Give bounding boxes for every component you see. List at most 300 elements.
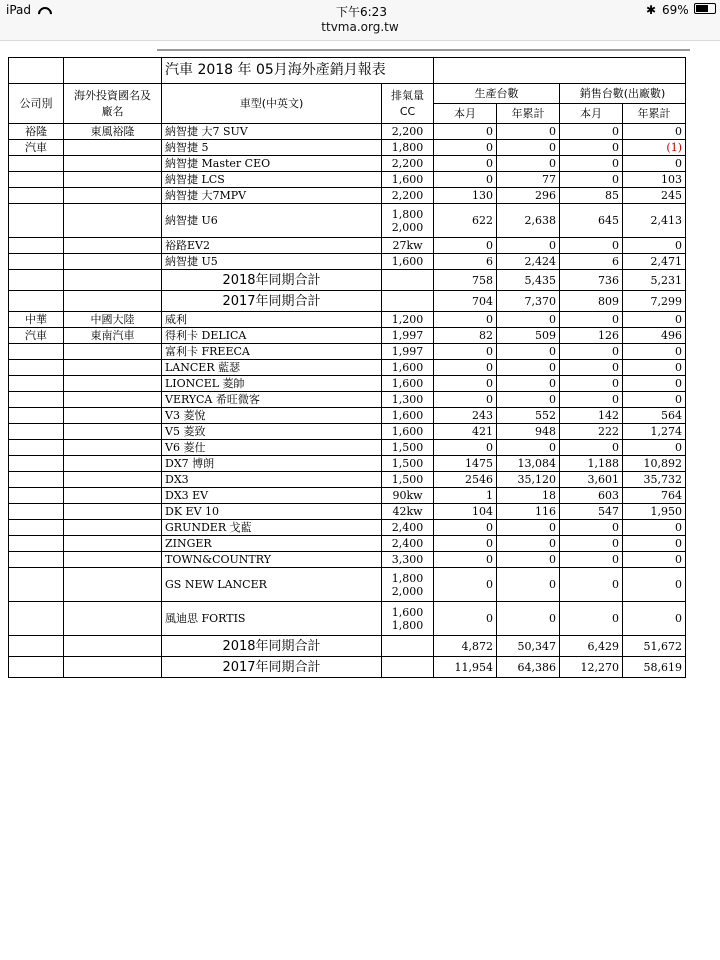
displacement-value-alt: 1,800 — [391, 618, 424, 632]
table-row — [9, 392, 686, 408]
production-month-cell: 0 — [434, 312, 497, 328]
sales-ytd-cell: 51,672 — [623, 636, 686, 657]
blank-cell — [382, 270, 434, 291]
displacement-value-alt: 2,000 — [391, 220, 424, 234]
table-row — [9, 504, 686, 520]
sales-month-cell: 547 — [560, 504, 623, 520]
production-ytd-cell: 7,370 — [497, 291, 560, 312]
sales-month-cell: 12,270 — [560, 657, 623, 678]
model-cell: DX3 EV — [162, 488, 382, 504]
header-investment-line1: 海外投資國名及 — [74, 88, 151, 102]
subtotal-row — [9, 291, 686, 312]
table-row — [9, 124, 686, 140]
production-ytd-cell: 509 — [497, 328, 560, 344]
plant-cell — [64, 440, 162, 456]
sales-ytd-cell: 564 — [623, 408, 686, 424]
header-displacement — [382, 84, 434, 124]
sales-month-cell: 0 — [560, 140, 623, 156]
subtotal-row — [9, 657, 686, 678]
table-row — [9, 344, 686, 360]
table-row — [9, 472, 686, 488]
sales-month-cell: 222 — [560, 424, 623, 440]
production-month-cell: 0 — [434, 440, 497, 456]
sales-month-cell: 0 — [560, 172, 623, 188]
battery-percent: 69% — [662, 3, 689, 17]
production-month-cell: 704 — [434, 291, 497, 312]
sales-ytd-cell: 0 — [623, 376, 686, 392]
displacement-cell — [382, 204, 434, 238]
sales-ytd-cell: 0 — [623, 568, 686, 602]
displacement-cell: 90kw — [382, 488, 434, 504]
plant-cell — [64, 172, 162, 188]
production-ytd-cell: 50,347 — [497, 636, 560, 657]
plant-cell: 中國大陸 — [64, 312, 162, 328]
device-name: iPad — [6, 3, 32, 17]
sales-ytd-cell: 2,471 — [623, 254, 686, 270]
production-ytd-cell: 0 — [497, 602, 560, 636]
model-cell: LANCER 藍瑟 — [162, 360, 382, 376]
production-month-cell: 243 — [434, 408, 497, 424]
model-cell: 納智捷 大7 SUV — [162, 124, 382, 140]
displacement-cell: 1,300 — [382, 392, 434, 408]
sales-ytd-cell: 0 — [623, 602, 686, 636]
status-bar — [0, 0, 720, 20]
displacement-cell: 1,800 — [382, 140, 434, 156]
production-month-cell: 4,872 — [434, 636, 497, 657]
table-row — [9, 360, 686, 376]
table-row — [9, 424, 686, 440]
table-row — [9, 188, 686, 204]
company-cell — [9, 254, 64, 270]
production-ytd-cell: 77 — [497, 172, 560, 188]
production-ytd-cell: 0 — [497, 360, 560, 376]
plant-cell — [64, 568, 162, 602]
displacement-cell: 2,400 — [382, 520, 434, 536]
plant-cell — [64, 488, 162, 504]
sales-ytd-cell: 764 — [623, 488, 686, 504]
model-cell: 富利卡 FREECA — [162, 344, 382, 360]
plant-cell — [64, 376, 162, 392]
plant-cell — [64, 238, 162, 254]
blank-cell — [9, 291, 64, 312]
sales-month-cell: 736 — [560, 270, 623, 291]
url-text: ttvma.org.tw — [321, 20, 399, 34]
sales-ytd-cell: 2,413 — [623, 204, 686, 238]
header-displacement-line1: 排氣量 — [391, 88, 424, 102]
subtotal-label: 2017年同期合計 — [162, 291, 382, 312]
sales-month-cell: 0 — [560, 392, 623, 408]
blank-cell — [64, 636, 162, 657]
blank-cell — [64, 291, 162, 312]
displacement-cell: 1,500 — [382, 456, 434, 472]
blank-cell — [434, 58, 686, 84]
sales-month-cell: 809 — [560, 291, 623, 312]
sales-ytd-cell: 0 — [623, 360, 686, 376]
production-month-cell: 0 — [434, 568, 497, 602]
production-ytd-cell: 0 — [497, 124, 560, 140]
displacement-cell: 1,997 — [382, 344, 434, 360]
header-investment-line2: 廠名 — [101, 104, 124, 118]
company-cell — [9, 472, 64, 488]
company-cell — [9, 392, 64, 408]
company-cell: 裕隆 — [9, 124, 64, 140]
company-cell — [9, 568, 64, 602]
header-sales: 銷售台數(出廠數) — [560, 84, 686, 104]
sales-ytd-cell: 0 — [623, 124, 686, 140]
production-ytd-cell: 0 — [497, 344, 560, 360]
table-row — [9, 408, 686, 424]
model-cell: V6 菱仕 — [162, 440, 382, 456]
sales-month-cell: 0 — [560, 440, 623, 456]
model-cell: 納智捷 U5 — [162, 254, 382, 270]
plant-cell: 東南汽車 — [64, 328, 162, 344]
production-ytd-cell: 0 — [497, 392, 560, 408]
company-cell: 汽車 — [9, 328, 64, 344]
model-cell: V3 菱悅 — [162, 408, 382, 424]
company-cell — [9, 456, 64, 472]
blank-cell — [382, 657, 434, 678]
company-cell — [9, 172, 64, 188]
subtotal-label: 2017年同期合計 — [162, 657, 382, 678]
production-month-cell: 104 — [434, 504, 497, 520]
sales-report-table — [8, 57, 686, 678]
table-row — [9, 172, 686, 188]
battery-icon — [694, 3, 716, 14]
plant-cell — [64, 360, 162, 376]
sales-month-cell: 603 — [560, 488, 623, 504]
production-month-cell: 2546 — [434, 472, 497, 488]
production-month-cell: 0 — [434, 344, 497, 360]
model-cell: VERYCA 希旺微客 — [162, 392, 382, 408]
company-cell — [9, 440, 64, 456]
model-cell: 裕路EV2 — [162, 238, 382, 254]
company-cell — [9, 408, 64, 424]
displacement-cell: 1,600 — [382, 376, 434, 392]
displacement-cell: 1,600 — [382, 254, 434, 270]
plant-cell — [64, 140, 162, 156]
plant-cell — [64, 392, 162, 408]
company-cell: 汽車 — [9, 140, 64, 156]
sales-ytd-cell: 103 — [623, 172, 686, 188]
blank-cell — [9, 657, 64, 678]
plant-cell — [64, 344, 162, 360]
production-month-cell: 421 — [434, 424, 497, 440]
production-ytd-cell: 2,424 — [497, 254, 560, 270]
sales-ytd-cell: (1) — [623, 140, 686, 156]
production-month-cell: 0 — [434, 360, 497, 376]
sales-month-cell: 0 — [560, 124, 623, 140]
sales-ytd-cell: 245 — [623, 188, 686, 204]
production-month-cell: 1 — [434, 488, 497, 504]
table-row — [9, 238, 686, 254]
plant-cell — [64, 602, 162, 636]
company-cell — [9, 602, 64, 636]
table-row — [9, 488, 686, 504]
plant-cell — [64, 536, 162, 552]
production-month-cell: 0 — [434, 602, 497, 636]
production-ytd-cell: 0 — [497, 238, 560, 254]
sales-ytd-cell: 0 — [623, 156, 686, 172]
displacement-value: 1,800 — [391, 571, 424, 585]
production-month-cell: 82 — [434, 328, 497, 344]
model-cell: 納智捷 Master CEO — [162, 156, 382, 172]
sales-ytd-cell: 35,732 — [623, 472, 686, 488]
header-company: 公司別 — [9, 84, 64, 124]
production-month-cell: 0 — [434, 156, 497, 172]
header-displacement-line2: CC — [399, 104, 416, 118]
header-production: 生產台數 — [434, 84, 560, 104]
sales-month-cell: 0 — [560, 238, 623, 254]
sales-ytd-cell: 0 — [623, 344, 686, 360]
bluetooth-icon: ✱ — [646, 3, 657, 17]
sales-month-cell: 6,429 — [560, 636, 623, 657]
production-ytd-cell: 0 — [497, 140, 560, 156]
blank-cell — [9, 58, 64, 84]
production-month-cell: 0 — [434, 536, 497, 552]
header-sales-ytd: 年累計 — [623, 104, 686, 124]
production-ytd-cell: 18 — [497, 488, 560, 504]
production-ytd-cell: 0 — [497, 568, 560, 602]
sales-ytd-cell: 0 — [623, 312, 686, 328]
production-month-cell: 11,954 — [434, 657, 497, 678]
plant-cell — [64, 156, 162, 172]
sales-month-cell: 6 — [560, 254, 623, 270]
sales-month-cell: 0 — [560, 568, 623, 602]
displacement-cell: 3,300 — [382, 552, 434, 568]
production-ytd-cell: 13,084 — [497, 456, 560, 472]
displacement-cell: 1,600 — [382, 408, 434, 424]
plant-cell — [64, 472, 162, 488]
production-month-cell: 0 — [434, 124, 497, 140]
header-investment — [64, 84, 162, 124]
header-sales-month: 本月 — [560, 104, 623, 124]
blank-cell — [64, 58, 162, 84]
production-month-cell: 758 — [434, 270, 497, 291]
sales-month-cell: 0 — [560, 602, 623, 636]
displacement-cell: 1,997 — [382, 328, 434, 344]
production-month-cell: 6 — [434, 254, 497, 270]
table-row — [9, 204, 686, 238]
production-ytd-cell: 0 — [497, 440, 560, 456]
header-model: 車型(中英文) — [162, 84, 382, 124]
report-title: 汽車 2018 年 05月海外產銷月報表 — [162, 58, 434, 84]
model-cell: TOWN&COUNTRY — [162, 552, 382, 568]
production-ytd-cell: 0 — [497, 312, 560, 328]
company-cell: 中華 — [9, 312, 64, 328]
table-row — [9, 376, 686, 392]
production-month-cell: 0 — [434, 172, 497, 188]
company-cell — [9, 360, 64, 376]
table-row — [9, 520, 686, 536]
company-cell — [9, 344, 64, 360]
sales-ytd-cell: 496 — [623, 328, 686, 344]
company-cell — [9, 156, 64, 172]
table-row — [9, 156, 686, 172]
model-cell: DK EV 10 — [162, 504, 382, 520]
displacement-cell: 2,200 — [382, 124, 434, 140]
plant-cell — [64, 254, 162, 270]
subtotal-label: 2018年同期合計 — [162, 270, 382, 291]
blank-cell — [382, 291, 434, 312]
displacement-cell: 27kw — [382, 238, 434, 254]
clock: 下午6:23 — [336, 5, 387, 19]
production-month-cell: 622 — [434, 204, 497, 238]
model-cell: 納智捷 U6 — [162, 204, 382, 238]
sales-ytd-cell: 58,619 — [623, 657, 686, 678]
displacement-cell: 2,200 — [382, 188, 434, 204]
production-month-cell: 1475 — [434, 456, 497, 472]
table-row — [9, 440, 686, 456]
sales-ytd-cell: 0 — [623, 238, 686, 254]
table-row — [9, 536, 686, 552]
displacement-cell: 1,600 — [382, 172, 434, 188]
production-ytd-cell: 0 — [497, 520, 560, 536]
production-ytd-cell: 2,638 — [497, 204, 560, 238]
blank-cell — [64, 657, 162, 678]
production-ytd-cell: 35,120 — [497, 472, 560, 488]
sales-month-cell: 0 — [560, 520, 623, 536]
plant-cell — [64, 552, 162, 568]
company-cell — [9, 552, 64, 568]
table-row — [9, 602, 686, 636]
sales-ytd-cell: 0 — [623, 536, 686, 552]
production-month-cell: 0 — [434, 376, 497, 392]
company-cell — [9, 238, 64, 254]
production-ytd-cell: 0 — [497, 376, 560, 392]
production-month-cell: 0 — [434, 552, 497, 568]
plant-cell — [64, 408, 162, 424]
company-cell — [9, 536, 64, 552]
production-ytd-cell: 296 — [497, 188, 560, 204]
model-cell: DX3 — [162, 472, 382, 488]
production-month-cell: 0 — [434, 520, 497, 536]
model-cell: 納智捷 5 — [162, 140, 382, 156]
sales-month-cell: 126 — [560, 328, 623, 344]
model-cell: 納智捷 LCS — [162, 172, 382, 188]
table-row — [9, 254, 686, 270]
production-month-cell: 0 — [434, 238, 497, 254]
divider-line — [157, 49, 690, 51]
production-ytd-cell: 0 — [497, 536, 560, 552]
sales-month-cell: 3,601 — [560, 472, 623, 488]
company-cell — [9, 188, 64, 204]
sales-ytd-cell: 0 — [623, 392, 686, 408]
sales-month-cell: 0 — [560, 312, 623, 328]
model-cell: V5 菱致 — [162, 424, 382, 440]
company-cell — [9, 504, 64, 520]
displacement-cell: 1,200 — [382, 312, 434, 328]
sales-month-cell: 0 — [560, 156, 623, 172]
production-month-cell: 0 — [434, 140, 497, 156]
displacement-value: 1,800 — [391, 207, 424, 221]
model-cell: ZINGER — [162, 536, 382, 552]
subtotal-row — [9, 270, 686, 291]
sales-month-cell: 85 — [560, 188, 623, 204]
plant-cell: 東風裕隆 — [64, 124, 162, 140]
header-production-ytd: 年累計 — [497, 104, 560, 124]
table-row — [9, 456, 686, 472]
table-row — [9, 328, 686, 344]
table-row — [9, 552, 686, 568]
production-ytd-cell: 0 — [497, 156, 560, 172]
plant-cell — [64, 188, 162, 204]
model-cell: LIONCEL 菱帥 — [162, 376, 382, 392]
subtotal-label: 2018年同期合計 — [162, 636, 382, 657]
displacement-cell: 1,500 — [382, 472, 434, 488]
production-month-cell: 130 — [434, 188, 497, 204]
sales-month-cell: 0 — [560, 536, 623, 552]
table-row — [9, 140, 686, 156]
sales-ytd-cell: 7,299 — [623, 291, 686, 312]
sales-ytd-cell: 0 — [623, 440, 686, 456]
production-ytd-cell: 116 — [497, 504, 560, 520]
model-cell: 納智捷 大7MPV — [162, 188, 382, 204]
sales-ytd-cell: 5,231 — [623, 270, 686, 291]
plant-cell — [64, 504, 162, 520]
displacement-value: 1,600 — [391, 605, 424, 619]
displacement-cell: 42kw — [382, 504, 434, 520]
production-ytd-cell: 5,435 — [497, 270, 560, 291]
displacement-cell: 1,600 — [382, 424, 434, 440]
displacement-cell: 1,600 — [382, 360, 434, 376]
sales-month-cell: 1,188 — [560, 456, 623, 472]
production-ytd-cell: 0 — [497, 552, 560, 568]
sales-ytd-cell: 0 — [623, 520, 686, 536]
displacement-cell: 2,400 — [382, 536, 434, 552]
subtotal-row — [9, 636, 686, 657]
company-cell — [9, 204, 64, 238]
displacement-cell: 1,500 — [382, 440, 434, 456]
sales-ytd-cell: 0 — [623, 552, 686, 568]
displacement-cell — [382, 568, 434, 602]
production-ytd-cell: 552 — [497, 408, 560, 424]
sales-ytd-cell: 1,274 — [623, 424, 686, 440]
model-cell: 威利 — [162, 312, 382, 328]
sales-ytd-cell: 10,892 — [623, 456, 686, 472]
sales-month-cell: 0 — [560, 360, 623, 376]
blank-cell — [9, 270, 64, 291]
sales-month-cell: 0 — [560, 376, 623, 392]
displacement-value-alt: 2,000 — [391, 584, 424, 598]
company-cell — [9, 376, 64, 392]
plant-cell — [64, 204, 162, 238]
blank-cell — [64, 270, 162, 291]
sales-month-cell: 142 — [560, 408, 623, 424]
production-ytd-cell: 948 — [497, 424, 560, 440]
sales-month-cell: 0 — [560, 552, 623, 568]
company-cell — [9, 520, 64, 536]
model-cell: 得利卡 DELICA — [162, 328, 382, 344]
company-cell — [9, 488, 64, 504]
production-month-cell: 0 — [434, 392, 497, 408]
plant-cell — [64, 424, 162, 440]
blank-cell — [382, 636, 434, 657]
header-production-month: 本月 — [434, 104, 497, 124]
model-cell: GS NEW LANCER — [162, 568, 382, 602]
production-ytd-cell: 64,386 — [497, 657, 560, 678]
plant-cell — [64, 520, 162, 536]
displacement-cell — [382, 602, 434, 636]
blank-cell — [9, 636, 64, 657]
address-bar[interactable] — [0, 20, 720, 41]
plant-cell — [64, 456, 162, 472]
table-row — [9, 568, 686, 602]
model-cell: 風迪思 FORTIS — [162, 602, 382, 636]
displacement-cell: 2,200 — [382, 156, 434, 172]
model-cell: DX7 博朗 — [162, 456, 382, 472]
sales-month-cell: 0 — [560, 344, 623, 360]
sales-ytd-cell: 1,950 — [623, 504, 686, 520]
